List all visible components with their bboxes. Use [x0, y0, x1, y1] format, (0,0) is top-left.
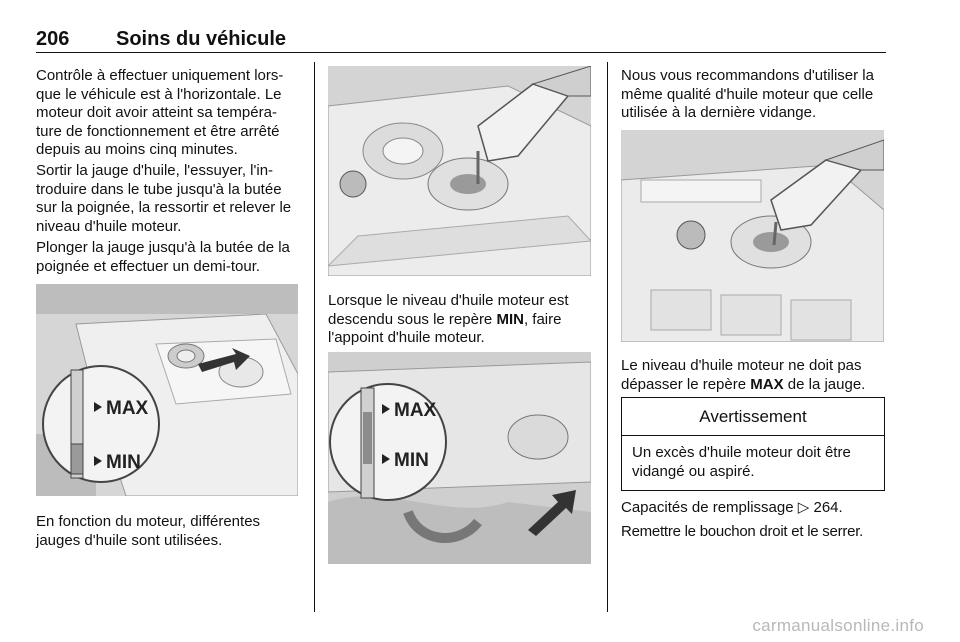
- dipstick-refill-illustration: [328, 352, 591, 564]
- paragraph-dipstick-procedure: Sortir la jauge d'huile, l'essuyer, l'in- troduire dans le tube jusqu'à la butée sur la poignée, la ressortir et relever le niveau d'huile moteur.: [36, 162, 292, 235]
- warning-body: Un excès d'huile moteur doit être vidangé ou aspiré.: [632, 444, 851, 480]
- watermark: carmanualsonline.info: [752, 616, 924, 635]
- warning-title: Avertissement: [622, 398, 884, 436]
- paragraph-capacities: [621, 499, 886, 518]
- capacities-text: Capacités de remplissage: [621, 499, 798, 516]
- oil-refill-illustration: [328, 66, 591, 276]
- capacities-page-ref: 264: [813, 499, 839, 516]
- paragraph-half-turn: Plonger la jauge jusqu'à la butée de la poignée et effectuer un demi-tour.: [36, 239, 290, 275]
- figure-dipstick-refill: [328, 352, 591, 564]
- refill-text-start: Lorsque le niveau d'huile moteur est descendu sous le repère: [328, 292, 569, 328]
- page-reference-link[interactable]: [798, 499, 839, 516]
- label-min: MIN: [106, 452, 141, 473]
- figure-oil-refill-top: [328, 66, 591, 276]
- paragraph-refill-min: [328, 292, 593, 348]
- paragraph-different-dipsticks: En fonction du moteur, différentes jauges d'huile sont utilisées.: [36, 513, 261, 549]
- column-divider-1: [314, 62, 315, 612]
- max-mark: MAX: [750, 375, 784, 393]
- column-divider-2: [607, 62, 608, 612]
- dipstick-engine-illustration: [36, 284, 298, 496]
- paragraph-replace-cap: Remettre le bouchon droit et le serrer.: [621, 523, 864, 540]
- label-max: MAX: [394, 400, 437, 421]
- warning-box: [621, 397, 885, 491]
- paragraph-check-conditions: Contrôle à effectuer uniquement lors- que le véhicule est à l'horizontale. Le moteur doit avoir atteint sa tempéra- ture de fonctionnement et être arrêté depuis au moins cinq minutes.: [36, 67, 284, 158]
- label-max: MAX: [106, 398, 149, 419]
- figure-oil-pour: [621, 130, 884, 342]
- page-number: 206: [36, 28, 70, 50]
- max-text-end: de la jauge.: [783, 375, 866, 393]
- oil-pour-illustration: [621, 130, 884, 342]
- max-text-start: Le niveau d'huile moteur ne doit pas dépasser le repère: [621, 357, 862, 393]
- reference-arrow-icon: ▷: [797, 499, 810, 516]
- figure-dipstick-engine: [36, 284, 298, 496]
- refill-text-end: , faire l'appoint d'huile moteur.: [328, 310, 562, 346]
- min-mark: MIN: [496, 310, 524, 328]
- label-min: MIN: [394, 450, 429, 471]
- paragraph-oil-quality: Nous vous recommandons d'utiliser la même qualité d'huile moteur que celle utilisée à la dernière vidange.: [621, 67, 874, 121]
- capacities-end: .: [838, 499, 843, 516]
- paragraph-max-level: [621, 357, 886, 394]
- page-header: [36, 26, 886, 53]
- page-title: Soins du véhicule: [116, 28, 287, 50]
